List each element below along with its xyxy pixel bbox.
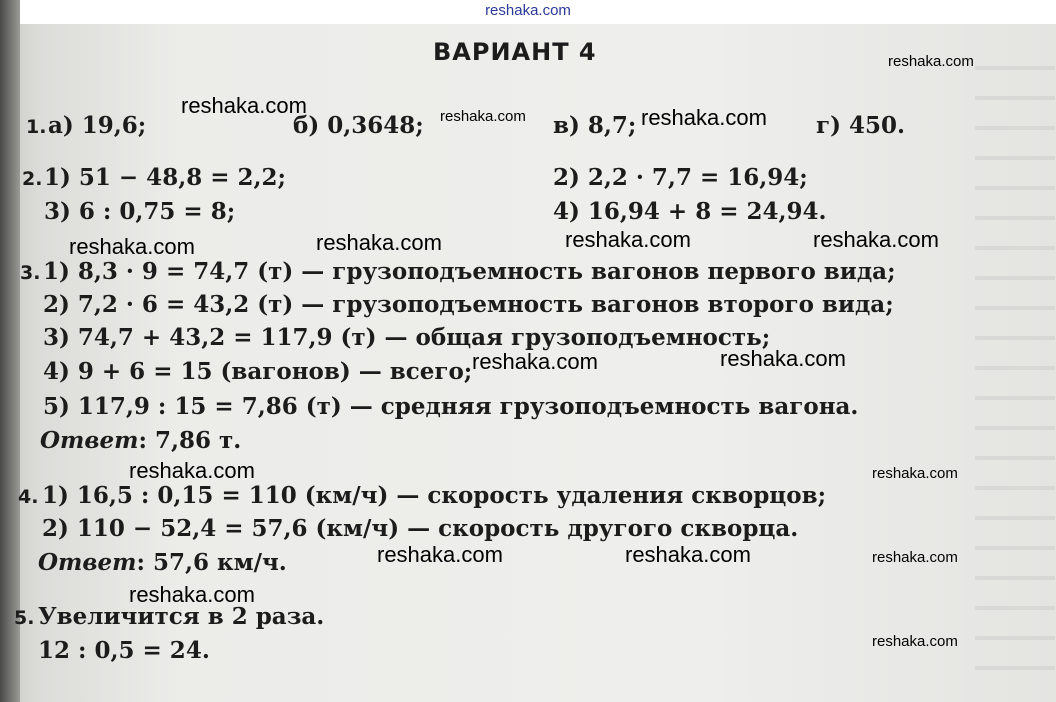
task-2-step-4: 4) 16,94 + 8 = 24,94. (553, 198, 827, 225)
task-5-statement: Увеличится в 2 раза. (38, 603, 325, 630)
task-1-answer-b: б) 0,3648; (293, 112, 424, 139)
site-header-link[interactable]: reshaka.com (485, 2, 571, 19)
task-2-step-3: 3) 6 : 0,75 = 8; (44, 198, 236, 225)
task-2-step-1: 1) 51 − 48,8 = 2,2; (44, 164, 286, 191)
page-title: ВАРИАНТ 4 (433, 38, 597, 66)
task-2-step-2: 2) 2,2 · 7,7 = 16,94; (553, 164, 808, 191)
book-spine-shadow (0, 0, 20, 702)
watermark: reshaka.com (872, 633, 958, 650)
task-1-number: 1. (26, 116, 47, 138)
watermark: reshaka.com (813, 227, 939, 252)
task-3-answer-label: Ответ (40, 427, 139, 454)
watermark: reshaka.com (472, 349, 598, 374)
task-4-answer-value: : 57,6 км/ч. (136, 549, 287, 576)
watermark: reshaka.com (641, 105, 767, 130)
task-3-step-5: 5) 117,9 : 15 = 7,86 (т) — средняя грузоподъемность вагона. (43, 393, 859, 420)
watermark: reshaka.com (440, 108, 526, 125)
task-3-answer (40, 427, 241, 454)
watermark: reshaka.com (377, 542, 503, 567)
task-3-answer-value: : 7,86 т. (138, 427, 242, 454)
task-4-answer (38, 549, 287, 576)
task-1-answer-a: а) 19,6; (48, 112, 147, 139)
task-1-answer-v: в) 8,7; (553, 112, 637, 139)
watermark: reshaka.com (625, 542, 751, 567)
task-1-answer-g: г) 450. (816, 112, 906, 139)
task-5-number: 5. (14, 607, 35, 629)
watermark: reshaka.com (129, 582, 255, 607)
watermark: reshaka.com (888, 53, 974, 70)
task-4-answer-label: Ответ (38, 549, 137, 576)
task-2-number: 2. (22, 168, 43, 190)
task-4-number: 4. (18, 486, 39, 508)
watermark: reshaka.com (720, 346, 846, 371)
watermark: reshaka.com (181, 93, 307, 118)
bleed-through-text (975, 40, 1055, 690)
task-4-step-2: 2) 110 − 52,4 = 57,6 (км/ч) — скорость другого скворца. (42, 515, 799, 542)
watermark: reshaka.com (872, 549, 958, 566)
task-3-step-3: 3) 74,7 + 43,2 = 117,9 (т) — общая грузоподъемность; (43, 324, 771, 351)
task-3-step-2: 2) 7,2 · 6 = 43,2 (т) — грузоподъемность вагонов второго вида; (43, 291, 894, 318)
task-3-step-1: 1) 8,3 · 9 = 74,7 (т) — грузоподъемность вагонов первого вида; (43, 258, 896, 285)
task-5-calculation: 12 : 0,5 = 24. (38, 637, 210, 664)
watermark: reshaka.com (129, 458, 255, 483)
task-3-step-4: 4) 9 + 6 = 15 (вагонов) — всего; (43, 358, 473, 385)
watermark: reshaka.com (872, 465, 958, 482)
task-3-number: 3. (20, 262, 41, 284)
watermark: reshaka.com (69, 234, 195, 259)
watermark: reshaka.com (316, 230, 442, 255)
task-4-step-1: 1) 16,5 : 0,15 = 110 (км/ч) — скорость удаления скворцов; (42, 482, 827, 509)
watermark: reshaka.com (565, 227, 691, 252)
